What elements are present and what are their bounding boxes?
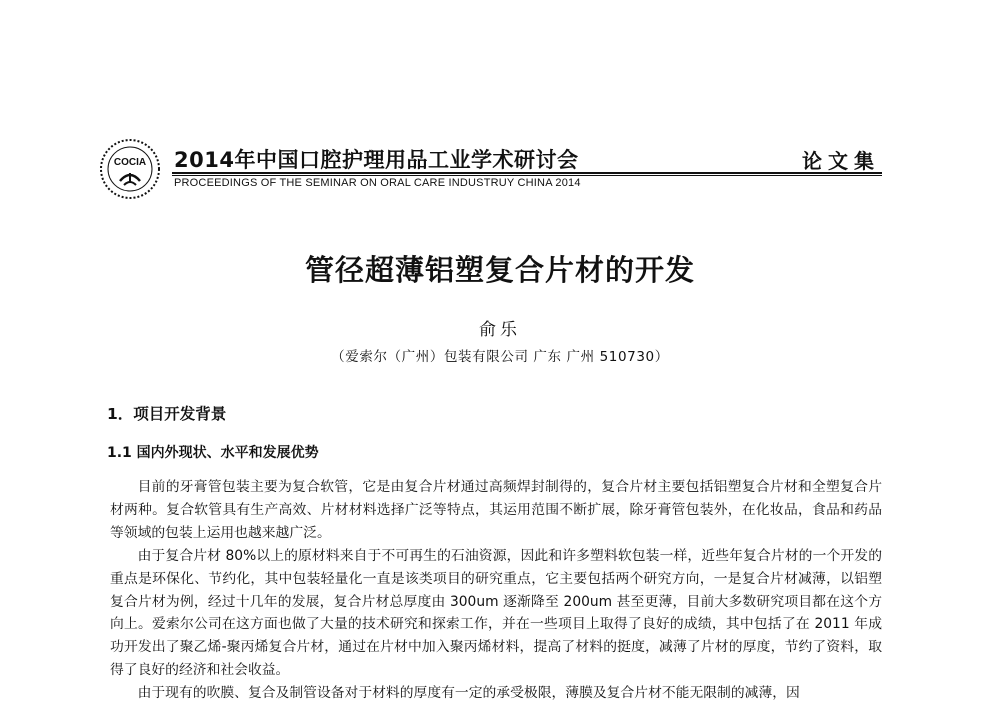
affiliation: （爱索尔（广州）包装有限公司 广东 广州 510730） [331, 349, 669, 365]
section-heading: 1．项目开发背景 [107, 405, 227, 423]
paragraph: 目前的牙膏管包装主要为复合软管，它是由复合片材通过高频焊封制得的，复合片材主要包括铝塑复合片材和全塑复合片材两种。复合软管具有生产高效、片材材料选择广泛等特点，其运用范围不断扩展，除牙膏管包装外，在化妆品，食品和药品等领域的包装上运用也越来越广泛。 [110, 479, 882, 541]
conference-title-english: PROCEEDINGS OF THE SEMINAR ON ORAL CARE INDUSTRUY CHINA 2014 [174, 177, 581, 189]
body-text [110, 476, 882, 705]
conference-title: 2014年中国口腔护理用品工业学术研讨会 [174, 148, 579, 172]
paper-title: 管径超薄铝塑复合片材的开发 [304, 253, 695, 287]
paragraph: 由于现有的吹膜、复合及制管设备对于材料的厚度有一定的承受极限，薄膜及复合片材不能无限制的减薄，因 [137, 685, 800, 702]
header-rule-thin [172, 175, 882, 176]
author: 俞乐 [479, 320, 521, 340]
header-rule [172, 172, 882, 174]
logo-text: COCIA [113, 157, 147, 168]
paragraph: 由于复合片材 80%以上的原材料来自于不可再生的石油资源，因此和许多塑料软包装一样，近些年复合片材的一个开发的重点是环保化、节约化，其中包装轻量化一直是该类项目的研究重点，它主要包括两个研究方向，一是复合片材减薄，以铝塑复合片材为例，经过十几年的发展，复合片材总厚度由 300um 逐渐降至 200um 甚至更薄，目前大多数研究项目都在这个方向上。爱索尔公司在这方面也做了大量的技术研究和探索工作，并在一些项目上取得了良好的成绩，其中包括了在 2011 年成功开发出了聚乙烯-聚丙烯复合片材，通过在片材中加入聚丙烯材料，提高了材料的挺度，减薄了片材的厚度，节约了资料，取得了良好的经济和社会收益。 [110, 547, 882, 679]
subsection-heading: 1.1 国内外现状、水平和发展优势 [107, 445, 319, 461]
conference-logo [98, 137, 162, 201]
proceedings-label: 论文集 [802, 149, 880, 173]
